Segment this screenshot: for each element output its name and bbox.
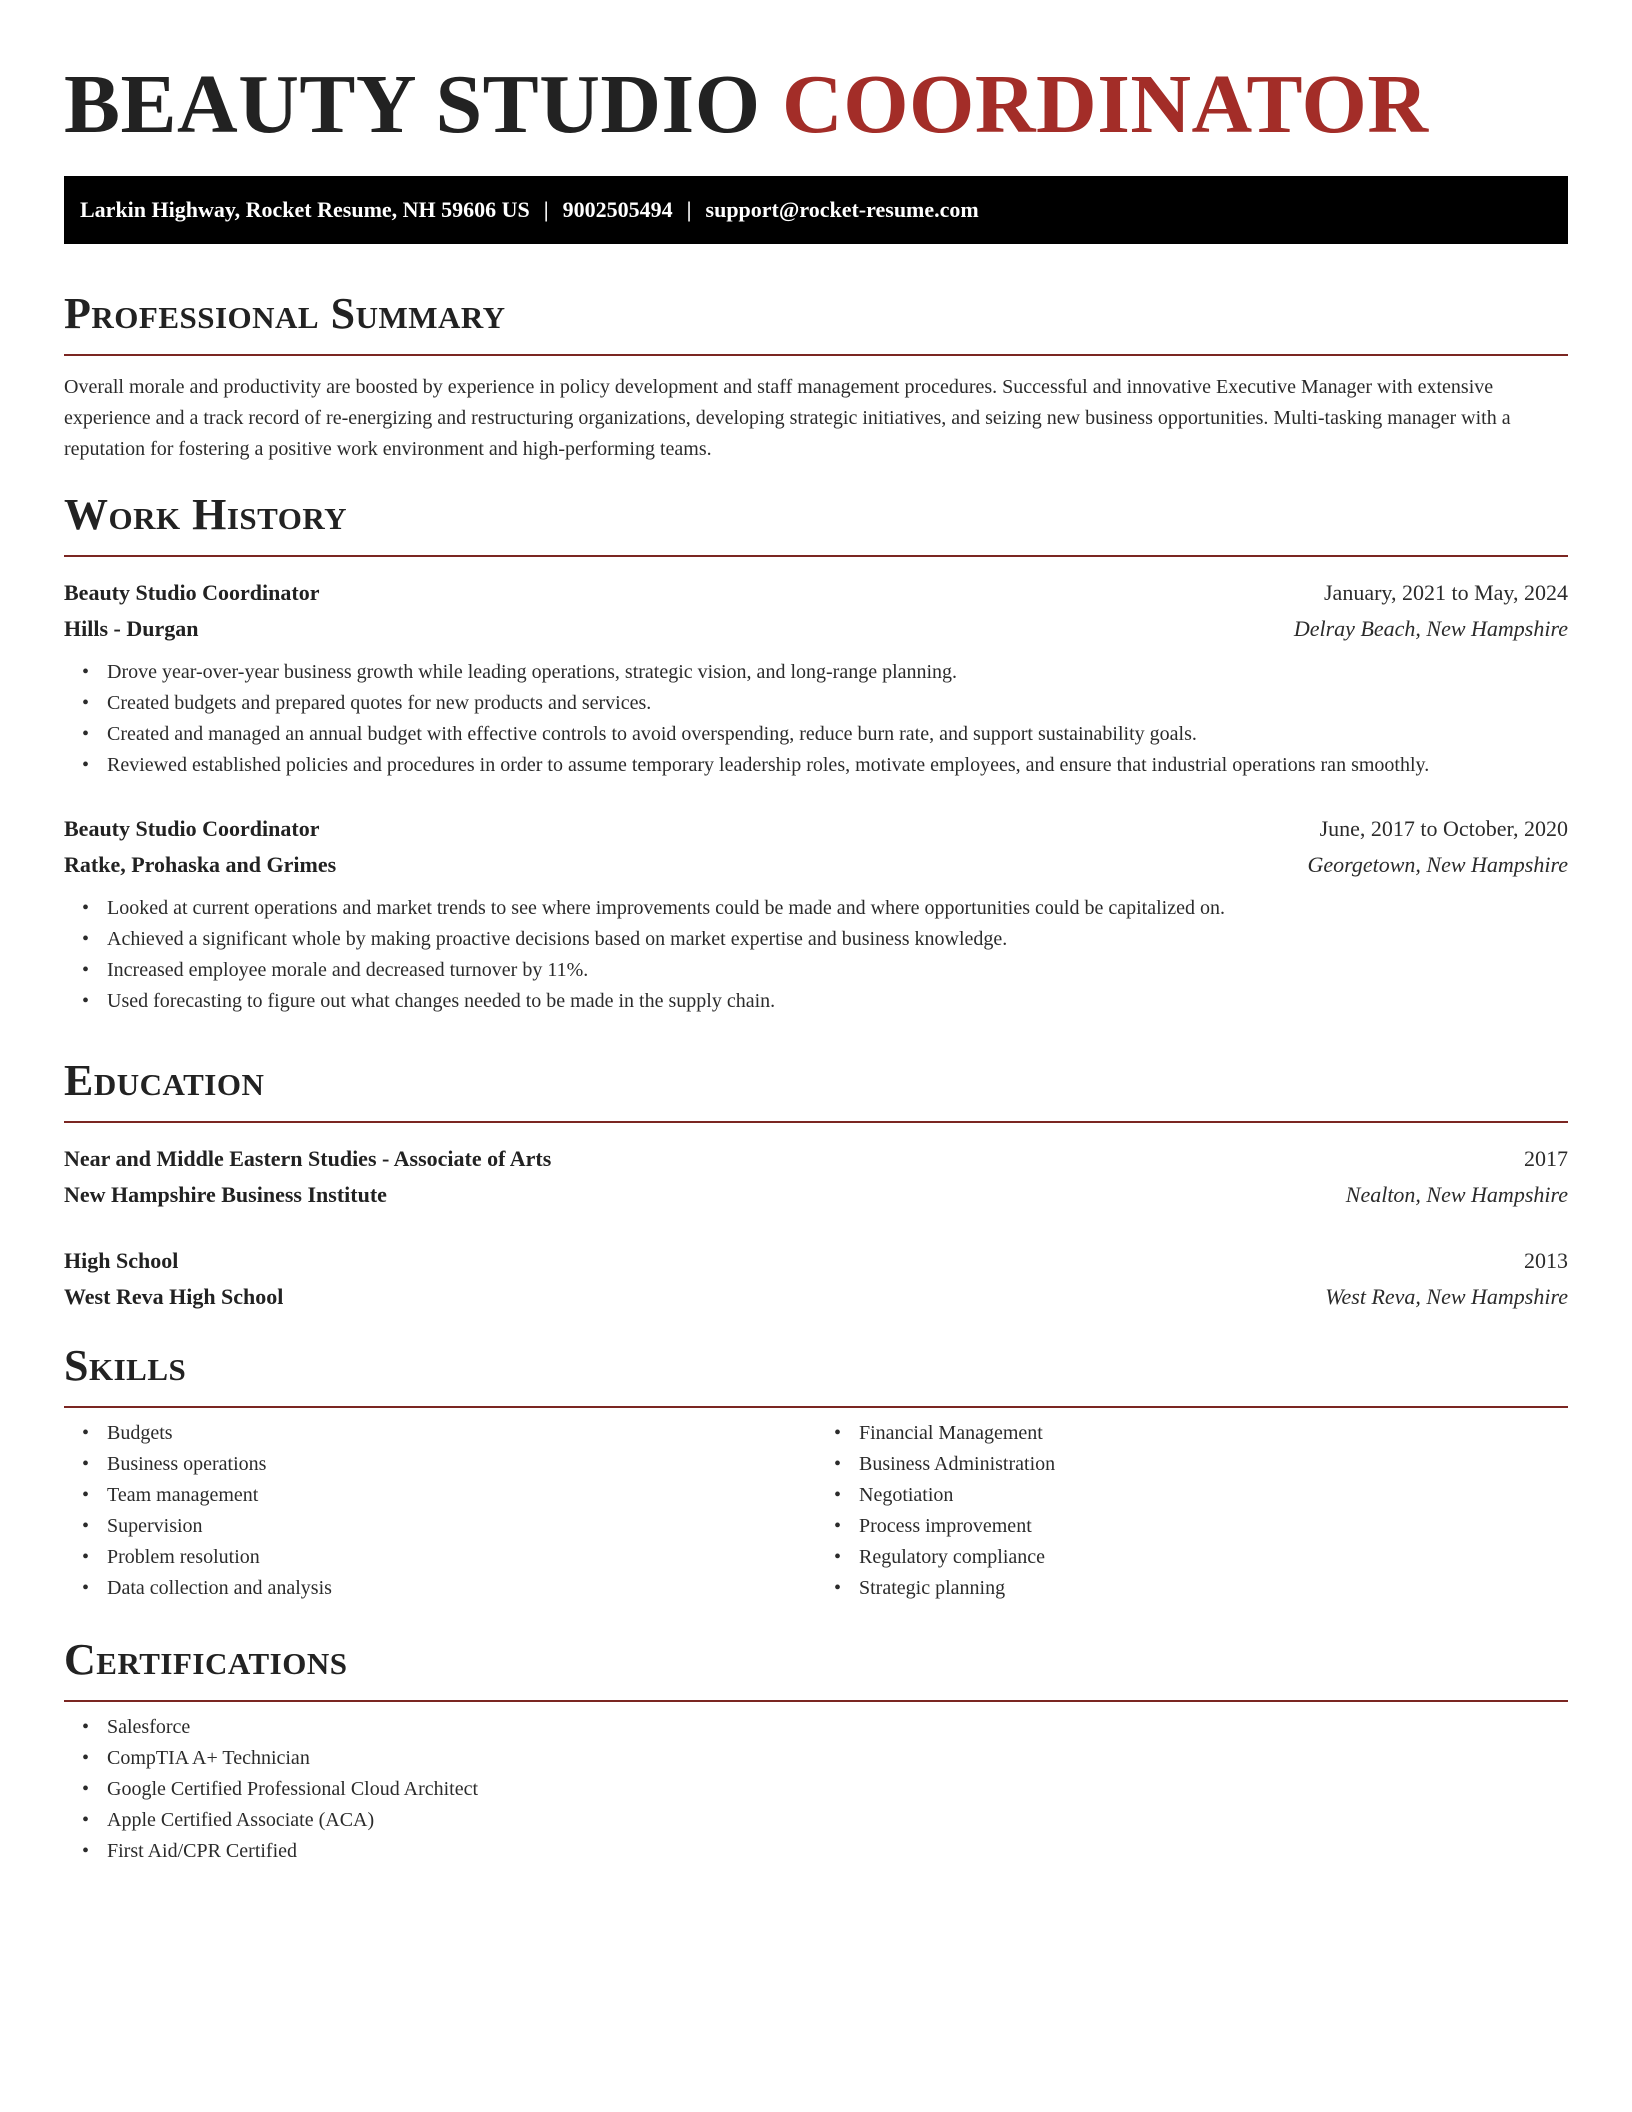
list-item: • Reviewed established policies and procedures in order to assume temporary leadership roles, motivate employees, and ensure that industrial operations ran smoothly. [107,750,1568,781]
section-title: Education [64,1056,265,1105]
list-item: • Negotiation [859,1480,1568,1511]
job-bullets [64,657,1568,781]
job-company-row [64,847,1568,883]
certifications-section [64,1632,1568,1867]
education-school-row [64,1279,1568,1315]
education-degree: Near and Middle Eastern Studies - Associate of Arts [64,1146,552,1171]
section-divider [64,1700,1568,1702]
list-item: • Created and managed an annual budget with effective controls to avoid overspending, reduce burn rate, and support sustainability goals. [107,719,1568,750]
list-item: • Drove year-over-year business growth while leading operations, strategic vision, and long-range planning. [107,657,1568,688]
job-dates: June, 2017 to October, 2020 [1319,816,1568,841]
list-item: • First Aid/CPR Certified [107,1836,1568,1867]
list-item: • Apple Certified Associate (ACA) [107,1805,1568,1836]
education-header-row [64,1141,1568,1177]
list-item: • Budgets [107,1418,816,1449]
job-company: Ratke, Prohaska and Grimes [64,852,337,877]
education-year: 2013 [1524,1248,1568,1273]
job-company-row [64,611,1568,647]
professional-summary-section [64,286,1568,465]
list-item: • Created budgets and prepared quotes for new products and services. [107,688,1568,719]
skills-columns [64,1408,1568,1604]
list-item: • Achieved a significant whole by making proactive decisions based on market expertise and business knowledge. [107,924,1568,955]
contact-email[interactable]: support@rocket-resume.com [705,197,979,222]
list-item: • CompTIA A+ Technician [107,1743,1568,1774]
title-main: BEAUTY STUDIO [64,58,761,151]
section-title: Skills [64,1341,187,1390]
education-year: 2017 [1524,1146,1568,1171]
certifications-list [64,1712,1568,1867]
contact-bar [64,176,1568,244]
list-item: • Team management [107,1480,816,1511]
education-header-row [64,1243,1568,1279]
education-school: West Reva High School [64,1284,284,1309]
job-entry [64,575,1568,781]
contact-address: Larkin Highway, Rocket Resume, NH 59606 US [80,197,530,222]
list-item: • Business Administration [859,1449,1568,1480]
section-divider [64,354,1568,356]
contact-separator: | [686,197,692,222]
list-item: • Data collection and analysis [107,1573,816,1604]
title-accent: COORDINATOR [782,58,1429,151]
education-location: Nealton, New Hampshire [1345,1182,1568,1207]
contact-phone[interactable]: 9002505494 [562,197,673,222]
resume-title [64,0,1568,176]
list-item: • Financial Management [859,1418,1568,1449]
list-item: • Used forecasting to figure out what changes needed to be made in the supply chain. [107,986,1568,1017]
job-header-row [64,811,1568,847]
job-role: Beauty Studio Coordinator [64,816,320,841]
section-divider [64,1121,1568,1123]
job-dates: January, 2021 to May, 2024 [1324,580,1568,605]
education-entry [64,1243,1568,1315]
section-divider [64,555,1568,557]
section-title: Professional Summary [64,289,506,338]
list-item: • Process improvement [859,1511,1568,1542]
summary-text: Overall morale and productivity are boosted by experience in policy development and staff management procedures. Successful and innovative Executive Manager with extensive experience and a track record of re-energizing and restructuring organizations, developing strategic initiatives, and seizing new business opportunities. Multi-tasking manager with a reputation for fostering a positive work environment and high-performing teams. [64,376,1511,460]
list-item: • Supervision [107,1511,816,1542]
education-degree: High School [64,1248,179,1273]
list-item: • Business operations [107,1449,816,1480]
job-company: Hills - Durgan [64,616,199,641]
education-school: New Hampshire Business Institute [64,1182,387,1207]
job-role: Beauty Studio Coordinator [64,580,320,605]
list-item: • Looked at current operations and market trends to see where improvements could be made and where opportunities could be capitalized on. [107,893,1568,924]
list-item: • Strategic planning [859,1573,1568,1604]
contact-separator: | [543,197,549,222]
education-section [64,1053,1568,1315]
skills-list-left [64,1418,816,1604]
education-entry [64,1141,1568,1213]
list-item: • Problem resolution [107,1542,816,1573]
skills-list-right [816,1418,1568,1604]
job-bullets [64,893,1568,1017]
list-item: • Increased employee morale and decreased turnover by 11%. [107,955,1568,986]
section-title: Certifications [64,1635,348,1684]
job-entry [64,811,1568,1017]
education-location: West Reva, New Hampshire [1325,1284,1568,1309]
section-title: Work History [64,490,348,539]
list-item: • Google Certified Professional Cloud Architect [107,1774,1568,1805]
job-location: Georgetown, New Hampshire [1307,852,1568,877]
education-school-row [64,1177,1568,1213]
list-item: • Salesforce [107,1712,1568,1743]
job-location: Delray Beach, New Hampshire [1293,616,1568,641]
skills-section [64,1338,1568,1604]
job-header-row [64,575,1568,611]
work-history-section [64,487,1568,1017]
list-item: • Regulatory compliance [859,1542,1568,1573]
